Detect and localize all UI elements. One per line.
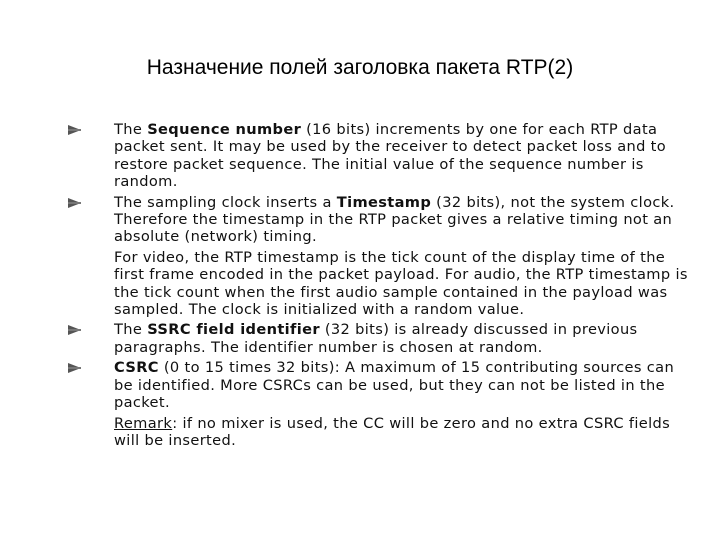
bullet-item-csrc: CSRC (0 to 15 times 32 bits): A maximum of 15 contributing sources can be identified. More CSRCs can be used, but they can not be listed in the packet. <box>68 359 693 411</box>
term-sequence-number: Sequence number <box>147 121 302 138</box>
term-csrc: CSRC <box>114 359 159 377</box>
slide-title: Назначение полей заголовка пакета RTP(2) <box>146 56 574 79</box>
term-timestamp: Timestamp <box>336 193 432 211</box>
paragraph-video-timestamp: For video, the RTP timestamp is the tick count of the display time of the first frame encoded in the packet payload. For audio, the RTP timestamp is the tick count when the first audio sample contained in the payload was sampled. The clock is initialized with a random value. <box>114 248 688 319</box>
arrow-bullet-icon <box>68 363 81 373</box>
bullet-item-sequence-number: The Sequence number (16 bits) increments by one for each RTP data packet sent. It may be used by the receiver to detect packet loss and to restore packet sequence. The initial value of the sequence number is random. <box>68 121 693 191</box>
slide-content <box>68 121 693 452</box>
arrow-bullet-icon <box>68 198 81 208</box>
bullet-item-ssrc: The SSRC field identifier (32 bits) is already discussed in previous paragraphs. The identifier number is chosen at random. <box>68 321 693 356</box>
paragraph-remark: Remark: if no mixer is used, the CC will be zero and no extra CSRC fields will be inserted. <box>114 414 671 449</box>
bullet-item-timestamp: The sampling clock inserts a Timestamp (32 bits), not the system clock. Therefore the timestamp in the RTP packet gives a relative timing not an absolute (network) timing. <box>68 194 693 246</box>
term-ssrc: SSRC field identifier <box>147 321 320 339</box>
arrow-bullet-icon <box>68 125 81 135</box>
arrow-bullet-icon <box>68 325 81 335</box>
remark-label: Remark <box>114 414 173 432</box>
